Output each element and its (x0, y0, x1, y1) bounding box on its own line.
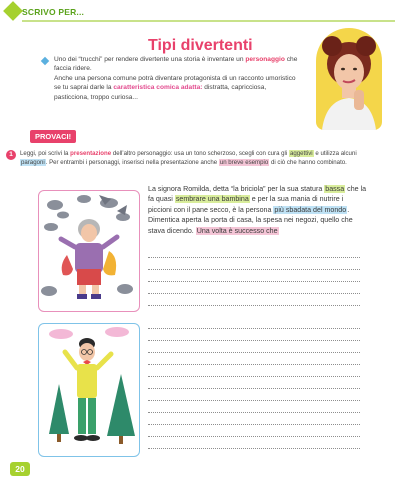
writing-line[interactable] (148, 293, 360, 294)
diamond-icon (3, 1, 23, 21)
intro-paragraph (54, 55, 298, 102)
story-fragment: che la fa quasi (148, 185, 367, 204)
header-divider (22, 20, 395, 22)
writing-line[interactable] (148, 424, 360, 425)
writing-line[interactable] (148, 448, 360, 449)
instruction-text: dell’altro personaggio: usa un tono scherzoso, scegli con cura gli (111, 150, 289, 157)
writing-line[interactable] (148, 328, 360, 329)
intro-text: che faccia ridere. (54, 56, 298, 73)
intro-keyword: caratteristica comica adatta: (113, 84, 203, 92)
boy-illustration (38, 323, 140, 457)
pigeon-lady-illustration (38, 190, 140, 312)
exercise-instructions (20, 149, 380, 167)
page-number: 20 (10, 462, 30, 476)
writing-line[interactable] (148, 364, 360, 365)
writing-line[interactable] (148, 412, 360, 413)
writing-line[interactable] (148, 436, 360, 437)
instruction-highlight: paragoni (21, 159, 45, 166)
story-fragment: . Dimentica aperta la porta di casa, la spesa nei negozi, quello che stava dicendo. (148, 205, 353, 235)
page-title: Tipi divertenti (148, 37, 253, 54)
story-highlight: Una volta è successo che (196, 226, 278, 235)
instruction-keyword: presentazione (70, 150, 112, 157)
instruction-highlight: aggettivi (289, 150, 313, 157)
exercise-number: 1 (6, 150, 16, 160)
thinking-woman-photo (316, 28, 382, 130)
writing-line[interactable] (148, 376, 360, 377)
writing-line[interactable] (148, 400, 360, 401)
intro-text: Anche una persona comune potrà diventare protagonista di un racconto umoristico se tu saprai darle la (54, 74, 296, 92)
story-highlight: sembrare una bambina (175, 195, 249, 204)
instruction-text: di ciò che hanno combinato. (269, 159, 347, 166)
bullet-diamond-icon (41, 57, 49, 65)
writing-line[interactable] (148, 257, 360, 258)
story-fragment: e per la sua mania di nutrire i piccioni con il pane secco, è la persona (148, 195, 344, 214)
exercise-badge: PROVACI! (30, 130, 76, 143)
instruction-text: Leggi, poi scrivi la (20, 150, 71, 157)
writing-line[interactable] (148, 352, 360, 353)
story-fragment: La signora Romilda, detta “la briciola” per la sua statura (148, 185, 325, 193)
instruction-text: e utilizza alcuni (313, 150, 357, 157)
writing-line[interactable] (148, 269, 360, 270)
instruction-text: . Per entrambi i personaggi, inserisci nella presentazione anche (45, 159, 219, 166)
intro-text: distratta, capricciosa, pasticciona, troppo curiosa... (54, 84, 267, 101)
section-label: SCRIVO PER... (22, 7, 85, 17)
story-text (148, 184, 368, 236)
story-highlight: bassa (325, 185, 345, 193)
intro-text: Uno dei “trucchi” per rendere divertente una storia è inventare un (54, 56, 246, 63)
writing-line[interactable] (148, 305, 360, 306)
instruction-highlight: un breve esempio (219, 159, 269, 166)
intro-keyword: personaggio (245, 56, 285, 63)
writing-line[interactable] (148, 388, 360, 389)
writing-line[interactable] (148, 340, 360, 341)
section-header (0, 0, 401, 26)
story-highlight: più sbadata del mondo (274, 205, 347, 214)
writing-line[interactable] (148, 281, 360, 282)
